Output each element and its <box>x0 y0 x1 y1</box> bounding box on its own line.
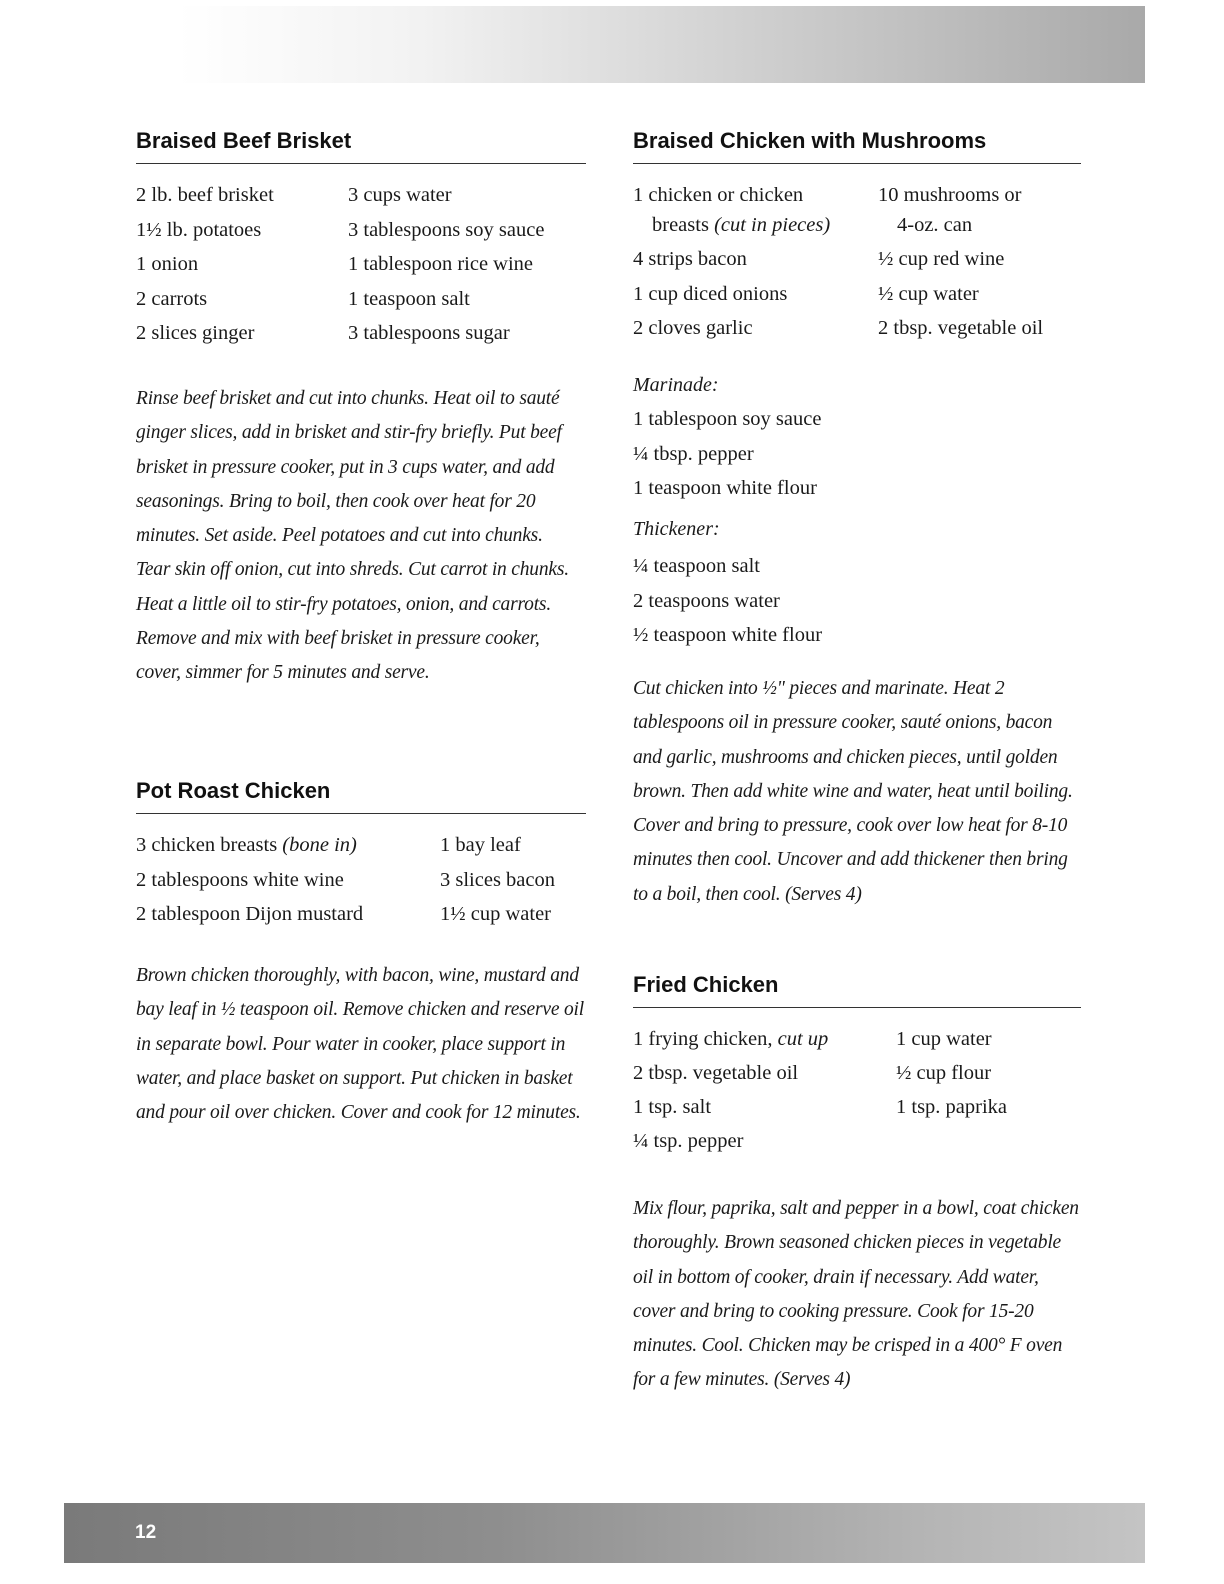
recipe-method: Mix flour, paprika, salt and pepper in a bowl, coat chicken thoroughly. Brown seasoned chicken pieces in vegetable oil in bottom of cooker, drain if necessary. Add water, cover and bring to cooking pressure. Cook for 15-20 minutes. Cool. Chicken may be crisped in a 400° F oven for a few minutes. (Serves 4) <box>633 1198 1079 1391</box>
ingredient: 1 chicken or chicken <box>633 184 804 206</box>
ingredient: 1 bay leaf <box>440 834 521 856</box>
ingredient: 2 cloves garlic <box>633 317 753 339</box>
thickener-label: Thickener: <box>633 518 720 540</box>
ingredient: 1 cup water <box>896 1028 992 1050</box>
ingredient: 4 strips bacon <box>633 248 747 270</box>
ingredient: 2 tablespoons white wine <box>136 868 344 891</box>
ingredient: 4-oz. can <box>897 214 973 236</box>
ingredient: ½ teaspoon white flour <box>633 624 823 646</box>
ingredient: 3 slices bacon <box>440 868 555 891</box>
ingredient: ½ cup red wine <box>878 248 1005 270</box>
page-number: 12 <box>135 1522 157 1543</box>
marinade-label: Marinade: <box>633 374 719 396</box>
ingredient-list <box>136 828 586 933</box>
recipe-braised-beef-brisket <box>136 128 586 691</box>
ingredient: 3 cups water <box>348 184 452 206</box>
recipe-method: Brown chicken thoroughly, with bacon, wine, mustard and bay leaf in ½ teaspoon oil. Remove chicken and reserve oil in separate bowl. Pour water in cooker, place support in water, and place basket on support. Put chicken in basket and pour oil over chicken. Cover and cook for 12 minutes. <box>136 965 584 1124</box>
recipe-method: Rinse beef brisket and cut into chunks. Heat oil to sauté ginger slices, add in brisket and stir-fry briefly. Put beef brisket in pressure cooker, put in 3 cups water, and add seasonings. Bring to boil, then cook over heat for 20 minutes. Set aside. Peel potatoes and cut into chunks. Tear skin off onion, cut into shreds. Cut carrot in chunks. Heat a little oil to stir-fry potatoes, onion, and carrots. Remove and mix with beef brisket in pressure cooker, cover, simmer for 5 minutes and serve. <box>136 388 569 684</box>
ingredient: 2 lb. beef brisket <box>136 184 274 206</box>
ingredient: 1½ cup water <box>440 903 551 925</box>
ingredient-list <box>633 178 1081 350</box>
ingredient-list <box>136 178 586 353</box>
ingredient: 1 tsp. paprika <box>896 1096 1008 1118</box>
ingredient: 2 teaspoons water <box>633 589 780 612</box>
ingredient: 2 tbsp. vegetable oil <box>633 1062 799 1084</box>
sub-ingredient-list <box>633 368 1081 652</box>
ingredient: ¼ tsp. pepper <box>633 1130 744 1152</box>
ingredient: 1 tablespoon rice wine <box>348 253 534 275</box>
recipe-braised-chicken-with-mushrooms <box>633 128 1081 912</box>
ingredient: 2 slices ginger <box>136 322 255 344</box>
ingredient: 2 tablespoon Dijon mustard <box>136 903 364 925</box>
ingredient: ¼ tbsp. pepper <box>633 442 754 465</box>
recipe-title: Braised Beef Brisket <box>136 128 586 164</box>
ingredient: 1 tablespoon soy sauce <box>633 408 822 430</box>
recipe-title: Braised Chicken with Mushrooms <box>633 128 1081 164</box>
ingredient: 3 tablespoons soy sauce <box>348 218 545 241</box>
ingredient: ½ cup water <box>878 282 979 305</box>
ingredient-list <box>633 1022 1081 1162</box>
ingredient: 3 tablespoons sugar <box>348 322 510 344</box>
ingredient: 1 cup diced onions <box>633 282 788 305</box>
ingredient: ¼ teaspoon salt <box>633 555 760 577</box>
recipe-method: Cut chicken into ½" pieces and marinate. Heat 2 tablespoons oil in pressure cooker, sauté onions, bacon and garlic, mushrooms and chicken pieces, until golden brown. Then add white wine and water, heat until boiling. Cover and bring to pressure, cook over low heat for 8-10 minutes then cool. Uncover and add thickener then bring to a boil, then cool. (Serves 4) <box>633 678 1073 905</box>
ingredient: 3 chicken breasts (bone in) <box>136 834 357 856</box>
ingredient: breasts (cut in pieces) <box>652 214 831 236</box>
header-band <box>178 6 1145 83</box>
ingredient: 1 teaspoon white flour <box>633 477 817 499</box>
recipe-fried-chicken <box>633 972 1081 1398</box>
ingredient: 1 teaspoon salt <box>348 287 470 310</box>
recipe-title: Fried Chicken <box>633 972 1081 1008</box>
footer-band <box>64 1503 1145 1563</box>
ingredient: 2 tbsp. vegetable oil <box>878 317 1044 339</box>
ingredient: 10 mushrooms or <box>878 184 1022 206</box>
ingredient: 2 carrots <box>136 287 208 310</box>
recipe-pot-roast-chicken <box>136 778 586 1130</box>
recipe-title: Pot Roast Chicken <box>136 778 586 814</box>
ingredient: ½ cup flour <box>896 1062 992 1084</box>
ingredient: 1 onion <box>136 253 199 275</box>
ingredient: 1½ lb. potatoes <box>136 218 262 241</box>
ingredient: 1 frying chicken, cut up <box>633 1028 829 1050</box>
ingredient: 1 tsp. salt <box>633 1096 712 1118</box>
